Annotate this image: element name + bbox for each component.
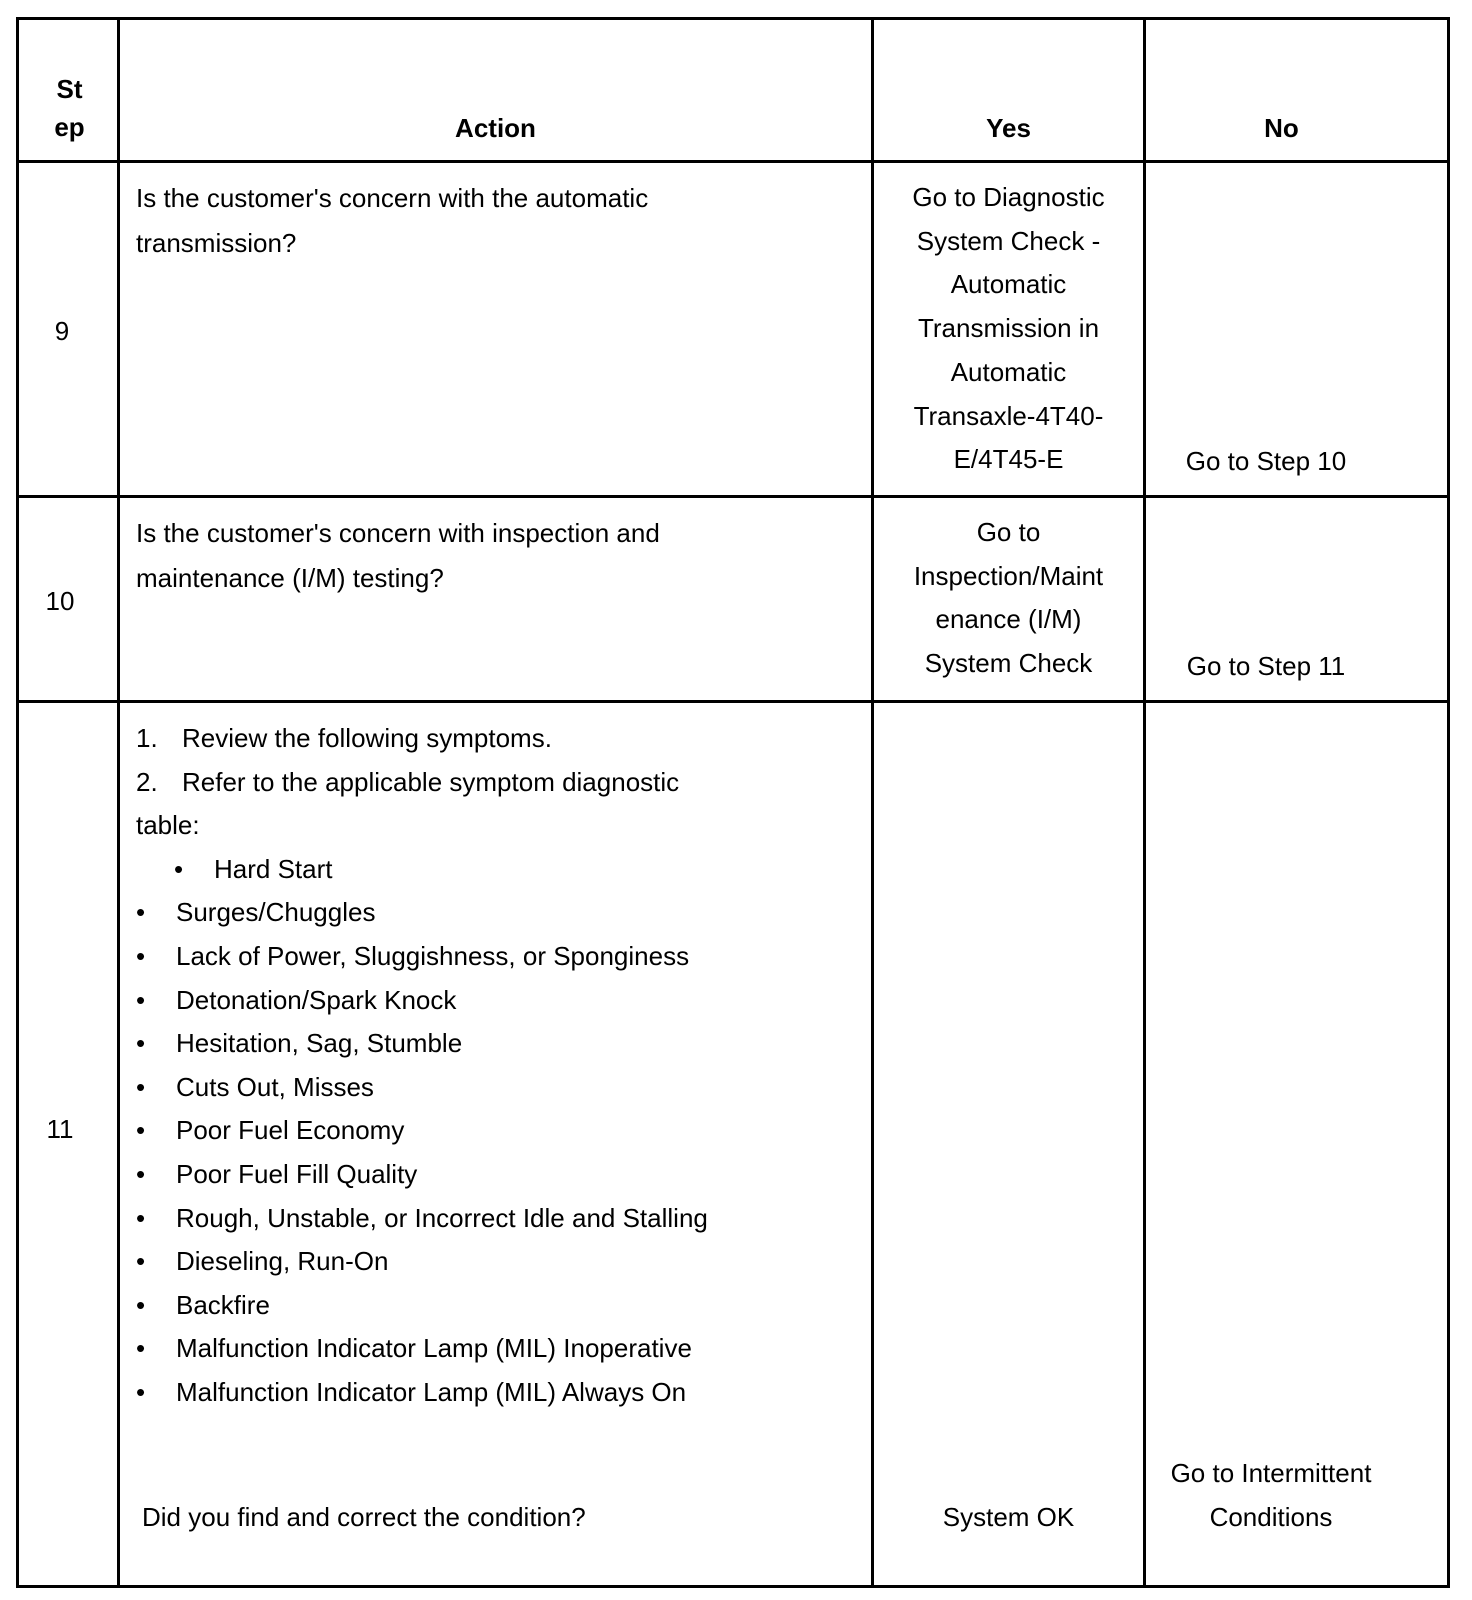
list-item: • Surges/Chuggles bbox=[136, 897, 376, 928]
list-item: • Lack of Power, Sluggishness, or Sponginess bbox=[136, 940, 690, 971]
list-item: • Rough, Unstable, or Incorrect Idle and Stalling bbox=[136, 1202, 708, 1233]
question-text: Did you find and correct the condition? bbox=[142, 1502, 586, 1532]
list-item: • Backfire bbox=[136, 1289, 270, 1320]
list-item: • Poor Fuel Fill Quality bbox=[136, 1158, 418, 1189]
yes-result: System OK bbox=[942, 1502, 1075, 1532]
column-divider bbox=[117, 20, 120, 1585]
numbered-step: 1. Review the following symptoms. bbox=[136, 723, 552, 753]
step-number: 10 bbox=[45, 586, 75, 616]
header-no: No bbox=[1264, 113, 1299, 143]
yes-result: Go to Inspection/Maint enance (I/M) System Check bbox=[913, 517, 1104, 679]
list-item: • Cuts Out, Misses bbox=[136, 1071, 374, 1102]
no-result: Go to Step 10 bbox=[1185, 446, 1347, 476]
list-item: • Poor Fuel Economy bbox=[136, 1115, 405, 1146]
list-item: • Detonation/Spark Knock bbox=[136, 984, 457, 1015]
diagnostic-table bbox=[16, 17, 1450, 1588]
action-text: Is the customer's concern with the automatic transmission? bbox=[136, 183, 649, 258]
list-item: • Malfunction Indicator Lamp (MIL) Inoperative bbox=[136, 1333, 692, 1364]
header-step: St ep bbox=[54, 74, 85, 142]
column-divider bbox=[1143, 20, 1146, 1585]
list-item: • Malfunction Indicator Lamp (MIL) Always On bbox=[136, 1376, 687, 1407]
no-result: Go to Intermittent Conditions bbox=[1170, 1458, 1372, 1532]
row-divider bbox=[19, 495, 1447, 498]
yes-result: Go to Diagnostic System Check - Automatic Transmission in Automatic Transaxle-4T40- E/4T45-E bbox=[912, 182, 1105, 475]
row-divider bbox=[19, 700, 1447, 703]
step-number: 11 bbox=[46, 1114, 74, 1144]
list-item: • Hesitation, Sag, Stumble bbox=[136, 1028, 463, 1059]
header-yes: Yes bbox=[986, 113, 1031, 143]
row-divider bbox=[19, 160, 1447, 163]
no-result: Go to Step 11 bbox=[1186, 651, 1346, 681]
header-action: Action bbox=[455, 113, 536, 143]
numbered-step: 2. Refer to the applicable symptom diagnostic bbox=[136, 766, 680, 797]
list-item: • Dieseling, Run-On bbox=[136, 1246, 389, 1277]
step-number: 9 bbox=[54, 316, 70, 346]
action-text: Is the customer's concern with inspection and maintenance (I/M) testing? bbox=[136, 518, 660, 593]
action-text: 1. Review the following symptoms. 2. Refer to the applicable symptom diagnostic table: • Hard Start • Surges/Chuggles • Lack of Power, Sluggishness, or Sponginess • Detonation/Spark Knock • Hesitation, Sag, Stumble • Cuts Out, Misses • Poor Fuel Economy • Poor Fuel Fill Quality • Rough, Unstable, or Incorrect Idle and Stalling • Dieseling, Run-On • Backfire • Malfunction Indicator Lamp (MIL) Inoperative • Malfunction Indicator Lamp (MIL) Always On bbox=[136, 717, 708, 1415]
list-item: • Hard Start bbox=[174, 853, 333, 884]
